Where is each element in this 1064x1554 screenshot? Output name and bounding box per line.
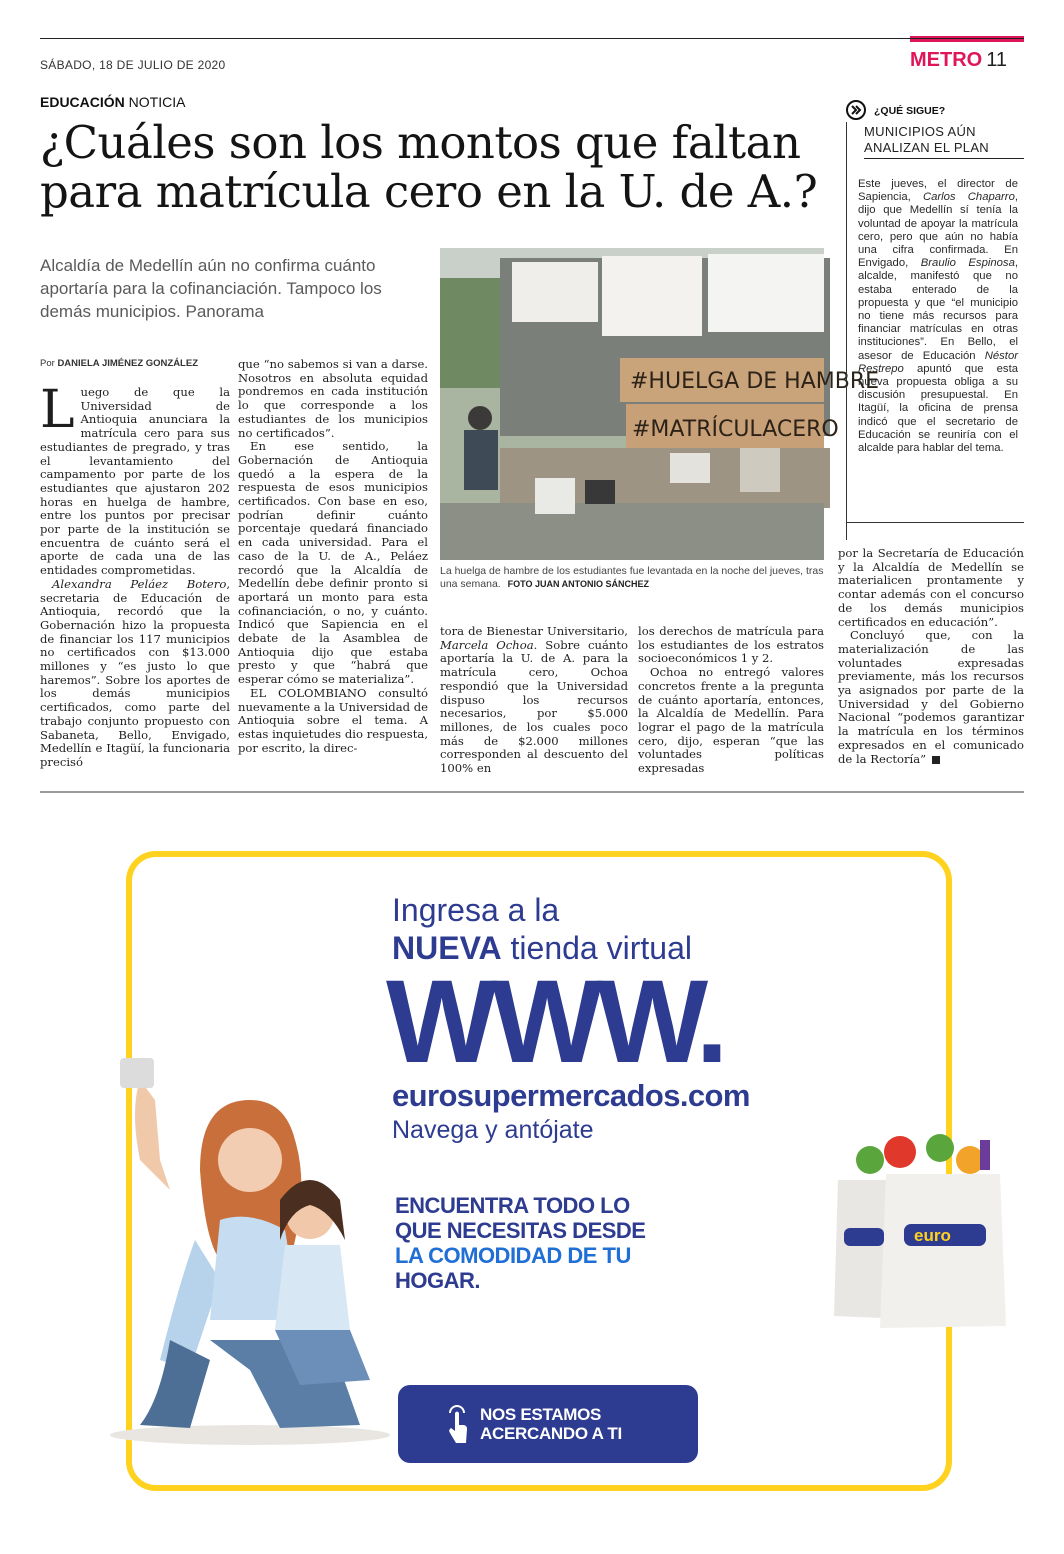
ad-domain-link[interactable]: eurosupermercados.com: [392, 1078, 750, 1113]
protest-photo: [440, 248, 880, 560]
ad-line1: Ingresa a la: [392, 892, 560, 928]
tap-hand-icon: [444, 1401, 470, 1445]
page-date: SÁBADO, 18 DE JULIO DE 2020: [40, 58, 226, 72]
end-mark: [932, 756, 940, 764]
article-column-2: [238, 358, 428, 755]
paragraph-text: , secretaria de Educación de Antioquia, recordó que la Gobernación hizo la propuesta de financiar los 117 municipios no certificados con $13.000 millones y “es justo lo que haremos”. Sobre los aportes de los demás municipios certificados, como parte del trabajo conjunto propuesto con Sabaneta, Bello, Envigado, Medellín e Itagüí, la funcionaria precisó: [40, 576, 230, 769]
paragraph-text: Concluyó que, con la materialización de las voluntades expresadas previamente, más los recursos ya asignados por parte de la Universidad y del Gobierno Nacional “podemos garantizar la matrícula en los términos expresados en el comunicado de la Rectoría”: [838, 628, 1024, 766]
kicker-section: EDUCACIÓN: [40, 94, 125, 110]
sidebar-text-part: apuntó que esta nueva propuesta obliga a su discusión presupuestal. En Itagüí, la oficina de prensa indicó que el secretario de Educación se reuniría con el alcalde para hablar del tema.: [858, 362, 1018, 455]
paragraph: por la Secretaría de Educación y la Alcaldía de Medellín se materialicen prontamente y contar además con el concurso de los demás municipios certificados en educación”.: [838, 546, 1024, 629]
section-color-bar: [910, 36, 1024, 42]
paragraph-text: tora de Bienestar Universitario,: [440, 624, 628, 638]
article-column-5: [838, 547, 1024, 766]
ad-tagline: Navega y antójate: [392, 1116, 594, 1144]
ad-encuentra-line: QUE NECESITAS DESDE: [395, 1218, 646, 1243]
dropcap: L: [40, 380, 75, 440]
paragraph: EL COLOMBIANO consultó nuevamente a la Universidad de Antioquia sobre el tema. A estas inquietudes dio respuesta, por escrito, la direc-: [238, 685, 428, 755]
person-name: Carlos Chaparro: [922, 191, 1015, 204]
button-label-line: ACERCANDO A TI: [480, 1424, 622, 1443]
double-chevron-icon: [846, 100, 866, 120]
sidebar-rule: [846, 122, 847, 540]
sidebar-kicker: ¿QUÉ SIGUE?: [874, 105, 946, 117]
article-column-4: [638, 625, 824, 776]
person-name: Braulio Espinosa: [920, 257, 1015, 270]
paragraph-text: uego de que la Universidad de Antioquia anunciara la matrícula cero para sus estudiantes de pregrado, y tras el levantamiento del campamento por parte de los estudiantes que ajustaron 202 horas en huelga de hambre, entre los puntos por precisar por parte de la institución se encuentra de cuánto será el aporte de cada una de las entidades comprometidas.: [40, 385, 230, 578]
article-kicker: [40, 94, 185, 110]
sidebar-text-part: , alcalde, manifestó que no estaba enterado de la propuesta y que “el municipio no tiene más recursos para financiar matrículas en otras instituciones”. En Bello, el asesor de Educación: [858, 257, 1018, 362]
ad-encuentra-line: LA COMODIDAD DE TU: [395, 1243, 631, 1268]
paragraph: Ochoa no entregó valores concretos frente a la pregunta de cuánto aportaría, entonces, la Alcaldía de Medellín. Para lograr el pago de la matrícula cero, dijo, esperan “que las voluntades políticas expresadas: [638, 665, 824, 776]
ad-encuentra-text: [395, 1193, 645, 1293]
byline-prefix: Por: [40, 358, 55, 369]
photo-caption: [440, 565, 824, 591]
sign-zero-tuition: #MATRÍCULACERO: [632, 417, 839, 442]
protest-photo-illustration: [440, 248, 880, 560]
section-name: METRO: [910, 49, 983, 71]
article-column-3: [440, 625, 628, 776]
paragraph: los derechos de matrícula para los estudiantes de los estratos socioeconómicos 1 y 2.: [638, 624, 824, 666]
sidebar-title: MUNICIPIOS AÚN ANALIZAN EL PLAN: [864, 124, 1024, 159]
paragraph: [838, 629, 1024, 766]
shopping-bags-image: [830, 1130, 1008, 1330]
article-deck: Alcaldía de Medellín aún no confirma cuánto aportaría para la cofinanciación. Tampoco los demás municipios. Panorama: [40, 256, 382, 321]
paragraph: [440, 625, 628, 776]
sign-hunger-strike: #HUELGA DE HAMBRE: [630, 369, 880, 394]
person-name: Alexandra Peláez Botero: [52, 576, 227, 591]
header-rule: [40, 38, 1024, 39]
paragraph: En ese sentido, la Gobernación de Antioquia quedó a la espera de la respuesta de esos municipios certificados. Con base en eso, podrían definir cuánto porcentaje quedará financiado en cada universidad. Para el caso de la U. de A., Peláez recordó que la Alcaldía de Medellín debe definir pronto si aportará un monto para esta cofinanciación, o no, y cuánto. Indicó que Sapiencia en el debate de la Asamblea de Antioquia dijo que estaba presto y que “habrá que esperar cómo se materializa”.: [238, 439, 428, 687]
sidebar-text-part: Este jueves, el director de Sapiencia,: [858, 178, 1018, 204]
ad-www: [386, 956, 723, 1088]
bag-logo: euro: [914, 1226, 951, 1245]
article-column-1: [40, 380, 230, 770]
ad-www-letters: WWW: [386, 956, 696, 1088]
byline-author: DANIELA JIMÉNEZ GONZÁLEZ: [57, 358, 199, 369]
article-ad-divider: [40, 791, 1024, 793]
person-name: Marcela Ochoa: [440, 637, 534, 652]
paragraph: [40, 380, 230, 578]
button-label-line: NOS ESTAMOS: [480, 1405, 602, 1424]
paragraph-text: . Sobre cuánto aportaría la U. de A. para la matrícula cero, Ochoa respondió que la Universidad dispuso los recursos necesarios, por $5.000 millones, de los cuales poco más de $2.000 millones corresponden al descuento del 100% en: [440, 637, 628, 776]
section-label: [910, 49, 1007, 72]
byline: [40, 358, 230, 369]
article-headline: ¿Cuáles son los montos que faltan para matrícula cero en la U. de A.?: [40, 116, 818, 218]
paragraph: [40, 578, 230, 770]
button-label: [480, 1405, 622, 1443]
sidebar-text: [858, 178, 1018, 455]
ad-encuentra-line: ENCUENTRA TODO LO: [395, 1193, 630, 1218]
photo-credit: FOTO JUAN ANTONIO SÁNCHEZ: [507, 579, 649, 589]
paragraph: que “no sabemos si van a darse. Nosotros en absoluta equidad pondremos en cada institución lo que corresponde a los estudiantes de los municipios no certificados”.: [238, 357, 428, 440]
ad-line2-bold: NUEVA: [392, 930, 502, 966]
ad-www-dot: .: [695, 956, 723, 1088]
nos-estamos-acercando-button[interactable]: [398, 1385, 698, 1463]
caption-text: La huelga de hambre de los estudiantes fue levantada en la noche del jueves, tras una semana.: [440, 565, 824, 590]
mother-daughter-selfie-image: [100, 1040, 400, 1445]
person-name: Néstor Restrepo: [858, 349, 1018, 375]
page-number: 11: [986, 49, 1007, 71]
ad-line2-rest: tienda virtual: [510, 930, 692, 966]
sidebar-text-part: , dijo que Medellín sí tenía la voluntad de apoyar la matrícula cero, pero que aún no había una cifra confirmada. En Envigado,: [858, 191, 1018, 270]
ad-encuentra-line: HOGAR.: [395, 1268, 480, 1293]
kicker-type: NOTICIA: [128, 94, 186, 110]
sidebar-bottom-rule: [846, 522, 1024, 523]
